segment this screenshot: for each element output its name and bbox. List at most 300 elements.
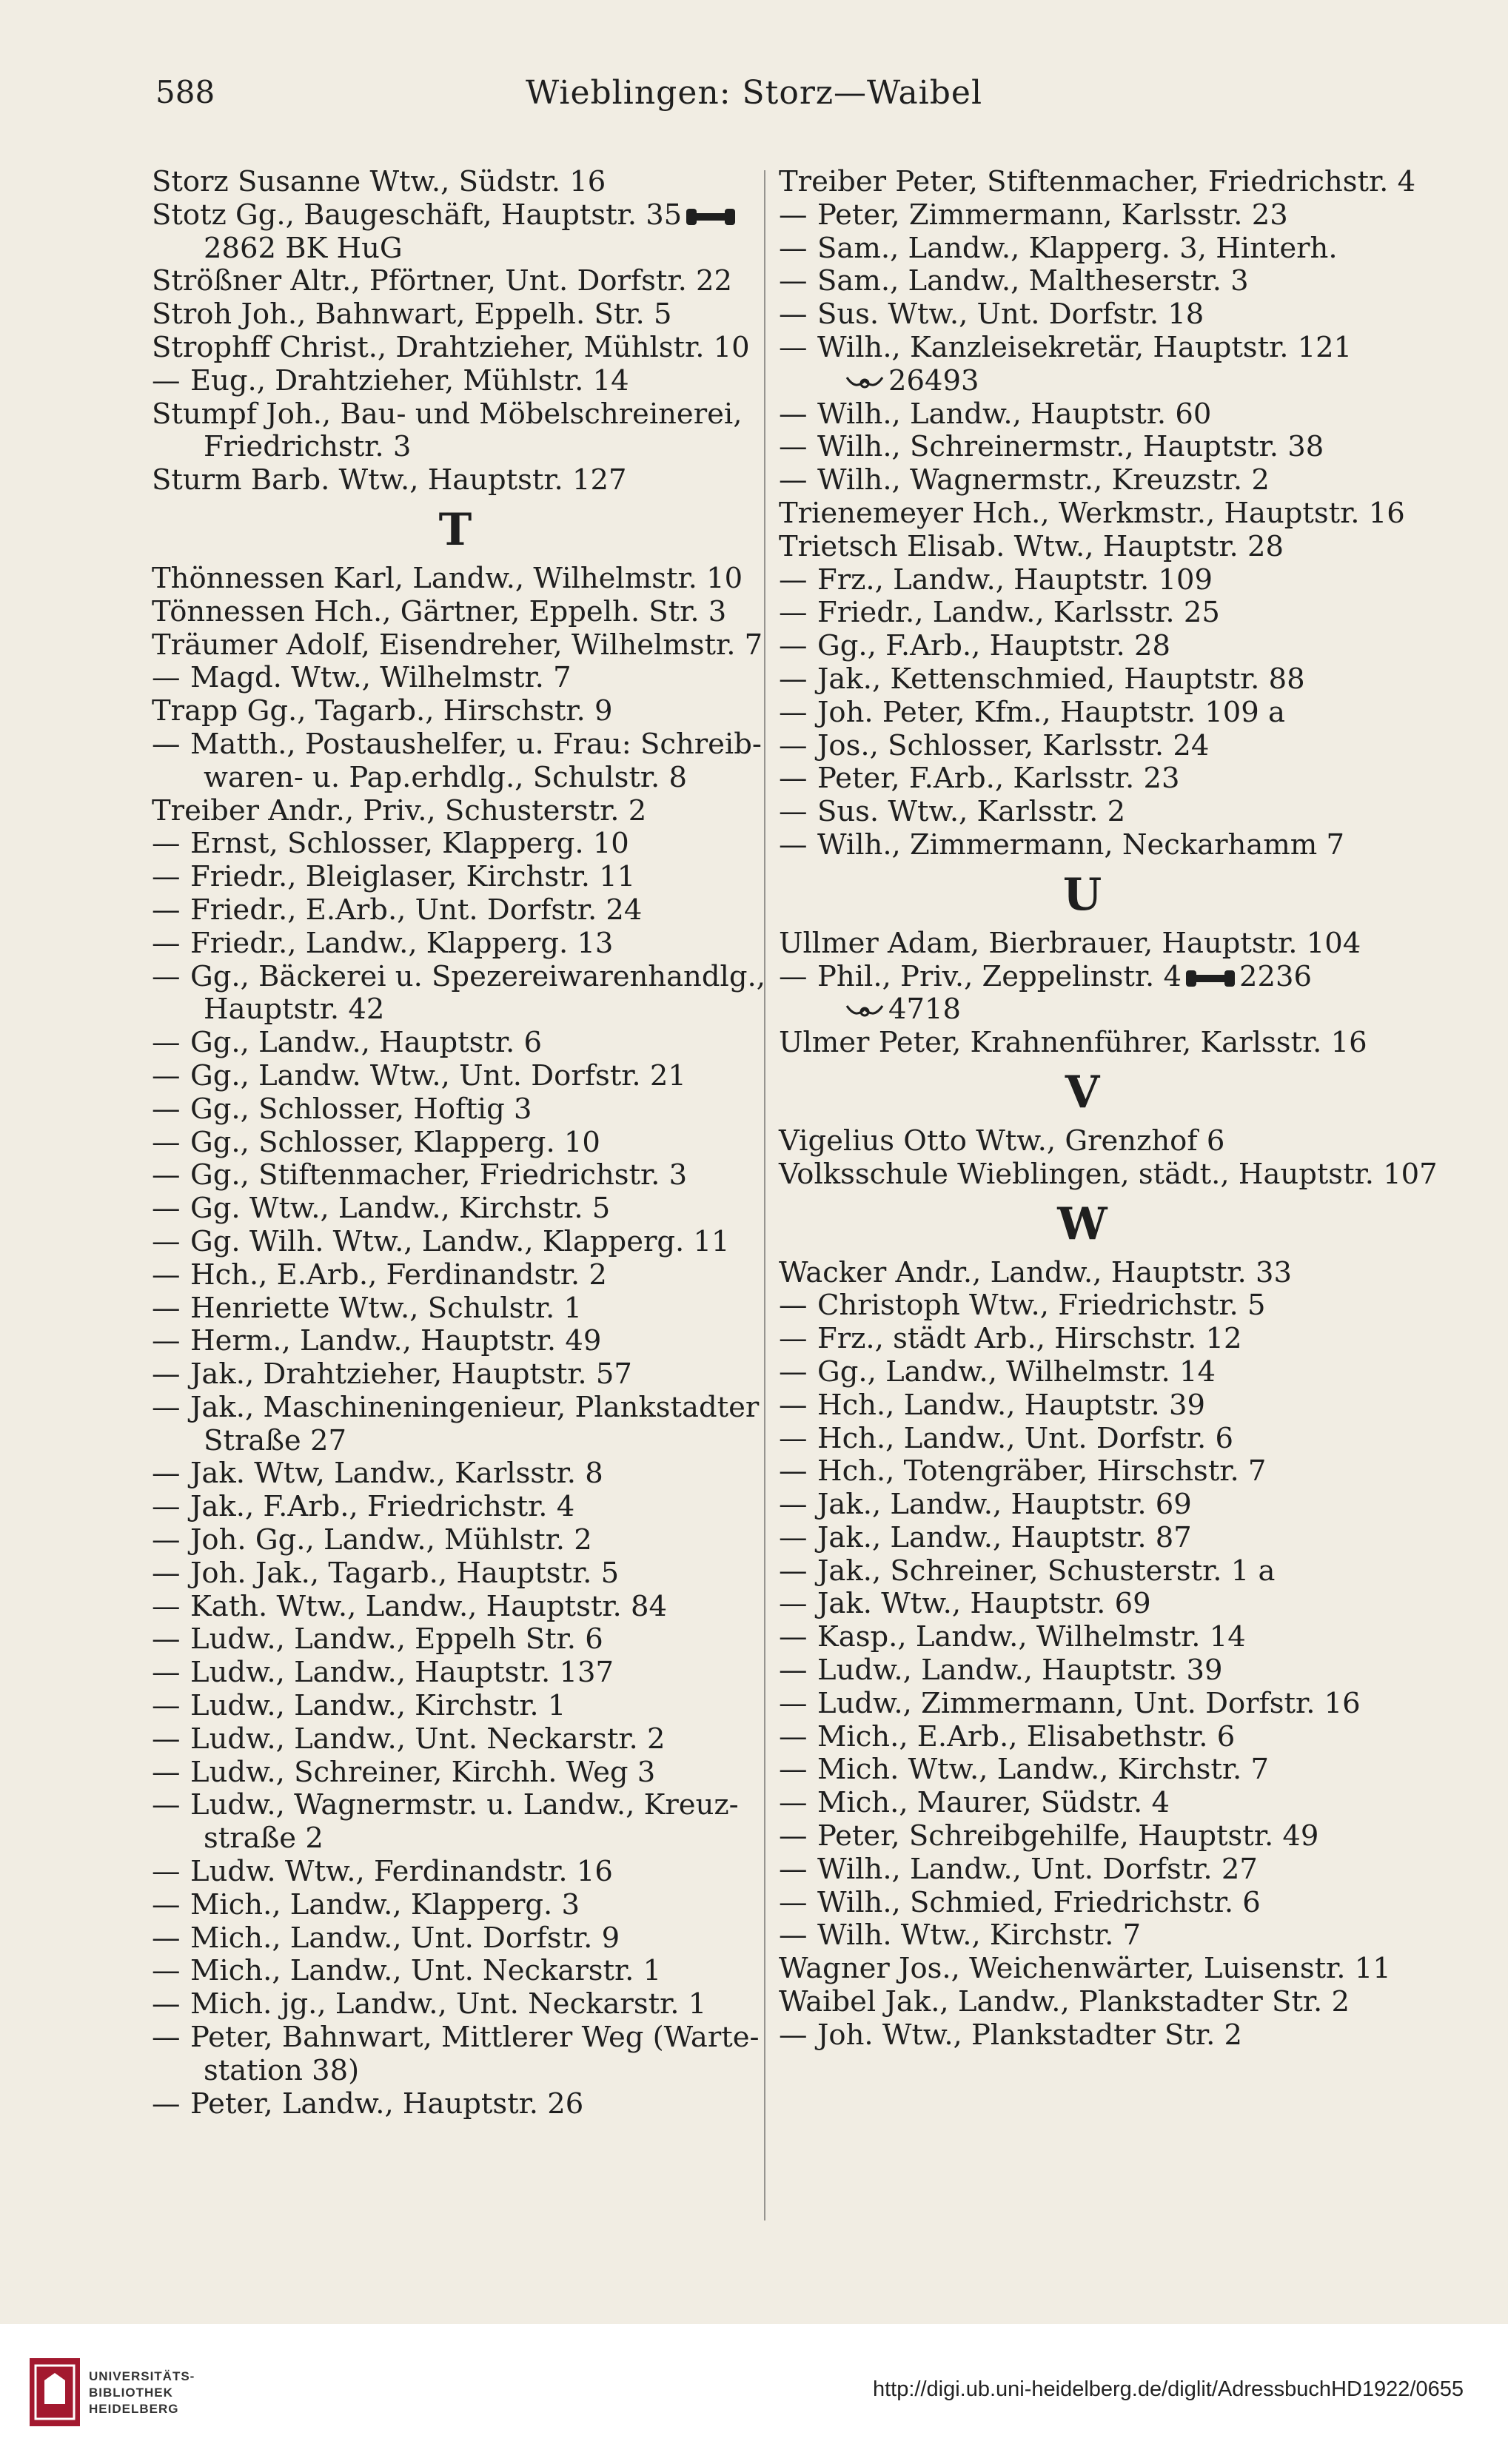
entry-text: Mich. jg., Landw., Unt. Neckarstr. 1 — [190, 1987, 707, 2021]
entry-text: Peter, Landw., Hauptstr. 26 — [190, 2087, 584, 2121]
directory-entry — [152, 1690, 759, 1723]
repeat-dash: — — [779, 264, 808, 298]
directory-entry — [152, 1226, 759, 1259]
repeat-dash: — — [779, 1421, 808, 1455]
repeat-dash: — — [152, 1987, 181, 2021]
directory-entry — [152, 861, 759, 894]
repeat-dash: — — [779, 762, 808, 796]
entry-text: Strößner Altr., Pförtner, Unt. Dorfstr. 22 — [152, 264, 733, 298]
entry-text: Sus. Wtw., Karlsstr. 2 — [817, 795, 1126, 829]
directory-entry — [152, 1093, 759, 1127]
directory-entry — [779, 1125, 1386, 1158]
telephone-receiver-icon — [1186, 969, 1235, 988]
directory-entry — [152, 1889, 759, 1922]
directory-entry — [779, 531, 1386, 564]
directory-entry — [779, 165, 1416, 199]
entry-text: Jak., Landw., Hauptstr. 69 — [817, 1488, 1192, 1522]
repeat-dash: — — [779, 2018, 808, 2052]
repeat-dash: — — [779, 1388, 808, 1422]
directory-entry — [779, 961, 1386, 994]
entry-text: Treiber Peter, Stiftenmacher, Friedrichstr. 4 — [779, 165, 1416, 198]
directory-entry — [779, 630, 1386, 663]
page-header — [155, 74, 1353, 126]
entry-text: Wilh., Schmied, Friedrichstr. 6 — [817, 1885, 1261, 1919]
repeat-dash: — — [779, 828, 808, 862]
directory-entry — [152, 927, 759, 961]
repeat-dash: — — [779, 1620, 808, 1654]
repeat-dash: — — [152, 860, 181, 894]
repeat-dash: — — [152, 1158, 181, 1192]
directory-entry — [152, 1358, 759, 1392]
repeat-dash: — — [152, 1656, 181, 1690]
directory-entry — [779, 829, 1386, 862]
entry-text: Gg., Bäckerei u. Spezereiwarenhandlg., — [190, 959, 765, 993]
directory-entry — [152, 1259, 759, 1292]
entry-text: Friedr., Landw., Karlsstr. 25 — [817, 596, 1220, 630]
entry-text: Phil., Priv., Zeppelinstr. 4 — [817, 959, 1182, 993]
entry-text: Gg., Landw. Wtw., Unt. Dorfstr. 21 — [190, 1058, 686, 1092]
entry-text: Gg., Stiftenmacher, Friedrichstr. 3 — [190, 1158, 688, 1192]
directory-entry — [779, 927, 1386, 961]
directory-entry — [152, 1491, 759, 1524]
section-heading: W — [1057, 1198, 1107, 1250]
entry-text: Sam., Landw., Klapperg. 3, Hinterh. — [817, 231, 1338, 265]
repeat-dash: — — [779, 1587, 808, 1621]
repeat-dash: — — [779, 1322, 808, 1356]
repeat-dash: — — [779, 1654, 808, 1688]
directory-entry — [779, 332, 1386, 365]
directory-entry — [152, 398, 759, 432]
directory-entry — [152, 563, 759, 596]
directory-entry — [152, 1027, 759, 1060]
directory-entry — [152, 1557, 759, 1591]
directory-entry — [779, 1027, 1386, 1060]
directory-entry — [779, 1257, 1386, 1290]
repeat-dash: — — [779, 330, 808, 364]
repeat-dash: — — [152, 1887, 181, 1921]
entry-text: Jak., Maschineningenieur, Plankstadter — [190, 1390, 760, 1424]
entry-text: Wilh., Landw., Unt. Dorfstr. 27 — [817, 1852, 1258, 1886]
directory-entry — [779, 1522, 1386, 1555]
directory-entry — [779, 199, 1386, 232]
entry-text: Mich., Landw., Klapperg. 3 — [190, 1887, 580, 1921]
entry-text: Jak., Schreiner, Schusterstr. 1 a — [817, 1554, 1276, 1588]
entry-text: Peter, Schreibgehilfe, Hauptstr. 49 — [817, 1819, 1319, 1853]
entry-text: Ludw. Wtw., Ferdinandstr. 16 — [190, 1855, 613, 1889]
entry-text: Matth., Postaushelfer, u. Frau: Schreib- — [190, 727, 762, 761]
entry-text: Ludw., Zimmermann, Unt. Dorfstr. 16 — [817, 1686, 1361, 1720]
repeat-dash: — — [152, 1490, 181, 1524]
repeat-dash: — — [152, 1258, 181, 1292]
directory-entry — [152, 1325, 759, 1358]
entry-text: Christoph Wtw., Friedrichstr. 5 — [817, 1289, 1266, 1323]
repeat-dash: — — [152, 1589, 181, 1623]
entry-text: Henriette Wtw., Schulstr. 1 — [190, 1291, 582, 1325]
repeat-dash: — — [152, 1058, 181, 1092]
directory-entry — [779, 1688, 1386, 1721]
repeat-dash: — — [779, 1686, 808, 1720]
directory-entry — [152, 1656, 759, 1690]
entry-continuation: waren- u. Pap.erhdlg., Schulstr. 8 — [204, 760, 687, 794]
directory-entry — [152, 628, 763, 662]
repeat-dash: — — [152, 2087, 181, 2121]
entry-text: Sus. Wtw., Unt. Dorfstr. 18 — [817, 298, 1204, 332]
directory-entry — [779, 1356, 1386, 1389]
directory-entry — [779, 1820, 1386, 1853]
entry-text: Gg., Landw., Hauptstr. 6 — [190, 1026, 542, 1060]
phone-number: 2862 BK HuG — [204, 231, 403, 265]
repeat-dash: — — [779, 795, 808, 829]
directory-entry — [152, 464, 759, 497]
entry-continuation: Straße 27 — [204, 1423, 346, 1457]
entry-text: Wacker Andr., Landw., Hauptstr. 33 — [779, 1255, 1292, 1289]
entry-text: Joh. Jak., Tagarb., Hauptstr. 5 — [190, 1556, 620, 1590]
telegraph-number: 26493 — [888, 363, 979, 397]
entry-text: Wilh., Schreinermstr., Hauptstr. 38 — [817, 430, 1324, 464]
repeat-dash: — — [152, 1357, 181, 1392]
directory-entry — [779, 1654, 1386, 1688]
directory-entry — [779, 696, 1386, 730]
source-url-link[interactable]: http://digi.ub.uni-heidelberg.de/diglit/AdressbuchHD1922/0655 — [872, 2377, 1464, 2401]
directory-entry — [779, 1621, 1386, 1654]
directory-entry — [779, 1952, 1391, 1986]
entry-text: Jak., Landw., Hauptstr. 87 — [817, 1520, 1192, 1554]
directory-entry — [152, 2021, 759, 2055]
repeat-dash: — — [779, 1354, 808, 1389]
directory-entry — [779, 464, 1386, 497]
repeat-dash: — — [152, 827, 181, 861]
directory-entry — [152, 1192, 759, 1226]
entry-text: Hch., E.Arb., Ferdinandstr. 2 — [190, 1258, 607, 1292]
directory-entry — [152, 1723, 759, 1756]
directory-entry — [152, 332, 759, 365]
repeat-dash: — — [779, 662, 808, 696]
entry-text: Ludw., Landw., Hauptstr. 39 — [817, 1654, 1223, 1688]
footer-bar — [0, 2324, 1508, 2464]
entry-text: Wagner Jos., Weichenwärter, Luisenstr. 11 — [779, 1952, 1391, 1986]
entry-text: Kath. Wtw., Landw., Hauptstr. 84 — [190, 1589, 667, 1623]
directory-entry — [152, 1392, 759, 1425]
entry-text: Friedr., Bleiglaser, Kirchstr. 11 — [190, 860, 636, 894]
repeat-dash: — — [152, 2021, 181, 2055]
repeat-dash: — — [152, 1689, 181, 1723]
directory-entry — [152, 695, 759, 728]
directory-entry — [779, 298, 1386, 332]
repeat-dash: — — [779, 397, 808, 431]
entry-text: Mich., Maurer, Südstr. 4 — [817, 1786, 1170, 1820]
directory-entry — [152, 1756, 759, 1790]
directory-entry — [152, 1159, 759, 1192]
entry-text: Jos., Schlosser, Karlsstr. 24 — [817, 728, 1210, 762]
entry-text: Mich., E.Arb., Elisabethstr. 6 — [817, 1719, 1236, 1753]
repeat-dash: — — [152, 1755, 181, 1789]
repeat-dash: — — [779, 198, 808, 232]
repeat-dash: — — [779, 563, 808, 597]
repeat-dash: — — [152, 1556, 181, 1590]
repeat-dash: — — [779, 1885, 808, 1919]
entry-text: Joh. Wtw., Plankstadter Str. 2 — [817, 2018, 1243, 2052]
entry-text: Eug., Drahtzieher, Mühlstr. 14 — [190, 363, 629, 397]
entry-text: Hch., Totengräber, Hirschstr. 7 — [817, 1454, 1267, 1488]
repeat-dash: — — [779, 629, 808, 663]
directory-entry — [152, 365, 759, 398]
directory-entry — [152, 1292, 759, 1326]
repeat-dash: — — [779, 695, 808, 729]
entry-text: Tönnessen Hch., Gärtner, Eppelh. Str. 3 — [152, 594, 727, 628]
repeat-dash: — — [779, 1786, 808, 1820]
directory-entry — [779, 1887, 1386, 1920]
telegraph-number: 4718 — [888, 993, 961, 1027]
directory-entry — [779, 1289, 1386, 1323]
directory-entry — [152, 1457, 759, 1491]
repeat-dash: — — [152, 661, 181, 695]
directory-entry — [152, 2088, 759, 2121]
university-seal-icon — [30, 2358, 80, 2426]
repeat-dash: — — [779, 1488, 808, 1522]
repeat-dash: — — [779, 1852, 808, 1886]
telegraph-line — [779, 365, 1386, 398]
directory-entry — [152, 1988, 759, 2021]
entry-text: Waibel Jak., Landw., Plankstadter Str. 2 — [779, 1985, 1350, 2019]
directory-entry — [779, 762, 1386, 796]
repeat-dash: — — [152, 926, 181, 960]
right-column — [779, 165, 1438, 2052]
entry-text: Peter, Bahnwart, Mittlerer Weg (Warte- — [190, 2021, 760, 2055]
entry-text: Jak. Wtw., Hauptstr. 69 — [817, 1587, 1151, 1621]
repeat-dash: — — [779, 298, 808, 332]
entry-text: Trapp Gg., Tagarb., Hirschstr. 9 — [152, 694, 613, 728]
entry-text: Mich., Landw., Unt. Dorfstr. 9 — [190, 1921, 620, 1955]
repeat-dash: — — [152, 1291, 181, 1325]
page-number: 588 — [155, 74, 215, 110]
entry-text: Jak., F.Arb., Friedrichstr. 4 — [190, 1490, 575, 1524]
entry-text: Ludw., Schreiner, Kirchh. Weg 3 — [190, 1755, 656, 1789]
entry-text: Vigelius Otto Wtw., Grenzhof 6 — [779, 1124, 1225, 1158]
directory-entry — [779, 1323, 1386, 1356]
entry-text: Ludw., Landw., Kirchstr. 1 — [190, 1689, 566, 1723]
phone-number: 2236 — [1239, 959, 1312, 993]
telegraph-symbol-icon — [845, 1001, 884, 1021]
entry-text: Ludw., Landw., Eppelh Str. 6 — [190, 1622, 603, 1656]
entry-text: Volksschule Wieblingen, städt., Hauptstr. 107 — [779, 1157, 1438, 1191]
entry-text: Sam., Landw., Maltheserstr. 3 — [817, 264, 1249, 298]
entry-text: Gg., F.Arb., Hauptstr. 28 — [817, 629, 1170, 663]
entry-text: Stotz Gg., Baugeschäft, Hauptstr. 35 — [152, 198, 683, 232]
entry-continuation: Friedrichstr. 3 — [204, 430, 412, 464]
entry-continuation: straße 2 — [204, 1822, 324, 1856]
directory-entry — [779, 1488, 1386, 1522]
repeat-dash: — — [152, 893, 181, 927]
entry-text: Strophff Christ., Drahtzieher, Mühlstr. 10 — [152, 330, 750, 364]
repeat-dash: — — [152, 1788, 181, 1822]
entry-text: Peter, F.Arb., Karlsstr. 23 — [817, 762, 1180, 796]
entry-text: Ludw., Wagnermstr. u. Landw., Kreuz- — [190, 1788, 739, 1822]
directory-entry — [152, 265, 759, 298]
entry-text: Ullmer Adam, Bierbrauer, Hauptstr. 104 — [779, 926, 1361, 960]
directory-entry — [779, 1455, 1386, 1488]
directory-entry — [152, 1955, 759, 1988]
entry-text: Mich. Wtw., Landw., Kirchstr. 7 — [817, 1753, 1269, 1787]
entry-text: Gg., Landw., Wilhelmstr. 14 — [817, 1354, 1216, 1389]
section-heading: T — [438, 503, 472, 556]
directory-entry — [152, 1789, 759, 1822]
directory-entry — [152, 298, 759, 332]
entry-text: Jak., Kettenschmied, Hauptstr. 88 — [817, 662, 1305, 696]
telegraph-line — [779, 993, 1386, 1027]
repeat-dash: — — [779, 463, 808, 497]
repeat-dash: — — [779, 1753, 808, 1787]
repeat-dash: — — [779, 1719, 808, 1753]
left-column — [152, 165, 765, 2121]
directory-entry — [779, 1721, 1386, 1754]
directory-entry — [779, 597, 1386, 630]
entry-text: Magd. Wtw., Wilhelmstr. 7 — [190, 661, 572, 695]
repeat-dash: — — [152, 727, 181, 761]
directory-entry — [779, 398, 1386, 432]
repeat-dash: — — [152, 1622, 181, 1656]
entry-text: Trienemeyer Hch., Werkmstr., Hauptstr. 16 — [779, 496, 1405, 530]
repeat-dash: — — [779, 959, 808, 993]
telephone-receiver-icon — [686, 207, 735, 226]
entry-text: Thönnessen Karl, Landw., Wilhelmstr. 10 — [152, 561, 743, 595]
directory-entry — [779, 1853, 1386, 1887]
directory-entry — [152, 959, 765, 994]
directory-entry — [152, 1127, 759, 1160]
directory-entry — [779, 232, 1386, 266]
repeat-dash: — — [152, 959, 181, 993]
entry-text: Ulmer Peter, Krahnenführer, Karlsstr. 16 — [779, 1026, 1367, 1060]
directory-entry — [152, 662, 759, 695]
repeat-dash: — — [152, 1722, 181, 1756]
repeat-dash: — — [152, 1855, 181, 1889]
directory-entry — [779, 431, 1386, 464]
directory-entry — [779, 1787, 1386, 1820]
entry-text: Jak. Wtw, Landw., Karlsstr. 8 — [190, 1457, 603, 1491]
telegraph-symbol-icon — [845, 373, 884, 392]
repeat-dash: — — [779, 596, 808, 630]
repeat-dash: — — [779, 430, 808, 464]
entry-text: Gg. Wilh. Wtw., Landw., Klapperg. 11 — [190, 1224, 730, 1258]
running-title: Wieblingen: Storz—Waibel — [525, 74, 983, 112]
repeat-dash: — — [152, 1954, 181, 1988]
entry-text: Frz., Landw., Hauptstr. 109 — [817, 563, 1213, 597]
repeat-dash: — — [152, 1324, 181, 1358]
directory-entry — [779, 1588, 1386, 1621]
directory-entry — [779, 496, 1405, 531]
entry-text: Gg. Wtw., Landw., Kirchstr. 5 — [190, 1192, 611, 1226]
entry-text: Herm., Landw., Hauptstr. 49 — [190, 1324, 602, 1358]
repeat-dash: — — [779, 231, 808, 265]
entry-text: Jak., Drahtzieher, Hauptstr. 57 — [190, 1357, 632, 1392]
entry-text: Friedr., Landw., Klapperg. 13 — [190, 926, 614, 960]
entry-continuation: station 38) — [204, 2053, 360, 2087]
repeat-dash: — — [779, 1454, 808, 1488]
entry-text: Treiber Andr., Priv., Schusterstr. 2 — [152, 793, 647, 828]
entry-text: Mich., Landw., Unt. Neckarstr. 1 — [190, 1954, 662, 1988]
directory-entry — [779, 1423, 1386, 1456]
directory-entry — [152, 795, 759, 828]
repeat-dash: — — [152, 1921, 181, 1955]
directory-entry — [779, 796, 1386, 829]
entry-text: Stroh Joh., Bahnwart, Eppelh. Str. 5 — [152, 298, 672, 332]
entry-text: Sturm Barb. Wtw., Hauptstr. 127 — [152, 463, 627, 497]
entry-text: Ludw., Landw., Hauptstr. 137 — [190, 1656, 614, 1690]
directory-entry — [779, 1986, 1386, 2019]
repeat-dash: — — [779, 1819, 808, 1853]
entry-text: Frz., städt Arb., Hirschstr. 12 — [817, 1322, 1242, 1356]
directory-entry — [152, 166, 759, 199]
directory-entry — [152, 1856, 759, 1889]
directory-entry — [152, 1922, 759, 1956]
directory-entry — [152, 828, 759, 861]
directory-entry — [779, 265, 1386, 298]
repeat-dash: — — [779, 1554, 808, 1588]
directory-entry — [779, 564, 1386, 597]
repeat-dash: — — [152, 1224, 181, 1258]
repeat-dash: — — [779, 1520, 808, 1554]
repeat-dash: — — [152, 1192, 181, 1226]
directory-entry — [152, 1060, 759, 1093]
entry-text: Wilh., Kanzleisekretär, Hauptstr. 121 — [817, 330, 1353, 364]
repeat-dash: — — [779, 728, 808, 762]
repeat-dash: — — [152, 1092, 181, 1126]
entry-text: Wilh., Landw., Hauptstr. 60 — [817, 397, 1212, 431]
entry-text: Joh. Gg., Landw., Mühlstr. 2 — [190, 1523, 592, 1557]
directory-entry — [152, 727, 762, 762]
repeat-dash: — — [152, 1390, 181, 1424]
entry-text: Stumpf Joh., Bau- und Möbelschreinerei, — [152, 397, 743, 431]
repeat-dash: — — [779, 1919, 808, 1953]
directory-entry — [152, 1591, 759, 1624]
directory-entry — [779, 2019, 1386, 2052]
directory-entry — [152, 1524, 759, 1557]
entry-text: Hch., Landw., Unt. Dorfstr. 6 — [817, 1421, 1233, 1455]
directory-entry — [779, 1157, 1438, 1192]
directory-entry — [779, 663, 1386, 696]
directory-entry — [779, 730, 1386, 763]
repeat-dash: — — [779, 1289, 808, 1323]
directory-entry — [152, 1623, 759, 1656]
entry-text: Ernst, Schlosser, Klapperg. 10 — [190, 827, 629, 861]
entry-continuation: Hauptstr. 42 — [204, 993, 385, 1027]
directory-entry — [779, 1389, 1386, 1423]
directory-entry — [779, 1919, 1386, 1953]
directory-entry — [779, 1753, 1386, 1787]
entry-text: Wilh. Wtw., Kirchstr. 7 — [817, 1919, 1142, 1953]
directory-entry — [779, 1555, 1386, 1588]
entry-text: Gg., Schlosser, Hoftig 3 — [190, 1092, 532, 1126]
entry-text: Trietsch Elisab. Wtw., Hauptstr. 28 — [779, 529, 1284, 563]
entry-text: Wilh., Zimmermann, Neckarhamm 7 — [817, 828, 1345, 862]
directory-entry — [152, 894, 759, 927]
entry-text: Joh. Peter, Kfm., Hauptstr. 109 a — [817, 695, 1285, 729]
entry-text: Storz Susanne Wtw., Südstr. 16 — [152, 165, 606, 198]
directory-entry — [152, 596, 759, 629]
institution-name: UNIVERSITÄTS- BIBLIOTHEK HEIDELBERG — [89, 2369, 195, 2416]
entry-text: Kasp., Landw., Wilhelmstr. 14 — [817, 1620, 1246, 1654]
repeat-dash: — — [152, 363, 181, 397]
directory-entry — [152, 199, 759, 232]
entry-text: Peter, Zimmermann, Karlsstr. 23 — [817, 198, 1288, 232]
repeat-dash: — — [152, 1457, 181, 1491]
entry-text: Träumer Adolf, Eisendreher, Wilhelmstr. 7 — [152, 628, 763, 662]
column-divider — [764, 170, 765, 2220]
entry-text: Wilh., Wagnermstr., Kreuzstr. 2 — [817, 463, 1270, 497]
entry-text: Gg., Schlosser, Klapperg. 10 — [190, 1125, 600, 1159]
repeat-dash: — — [152, 1523, 181, 1557]
repeat-dash: — — [152, 1125, 181, 1159]
entry-text: Hch., Landw., Hauptstr. 39 — [817, 1388, 1206, 1422]
